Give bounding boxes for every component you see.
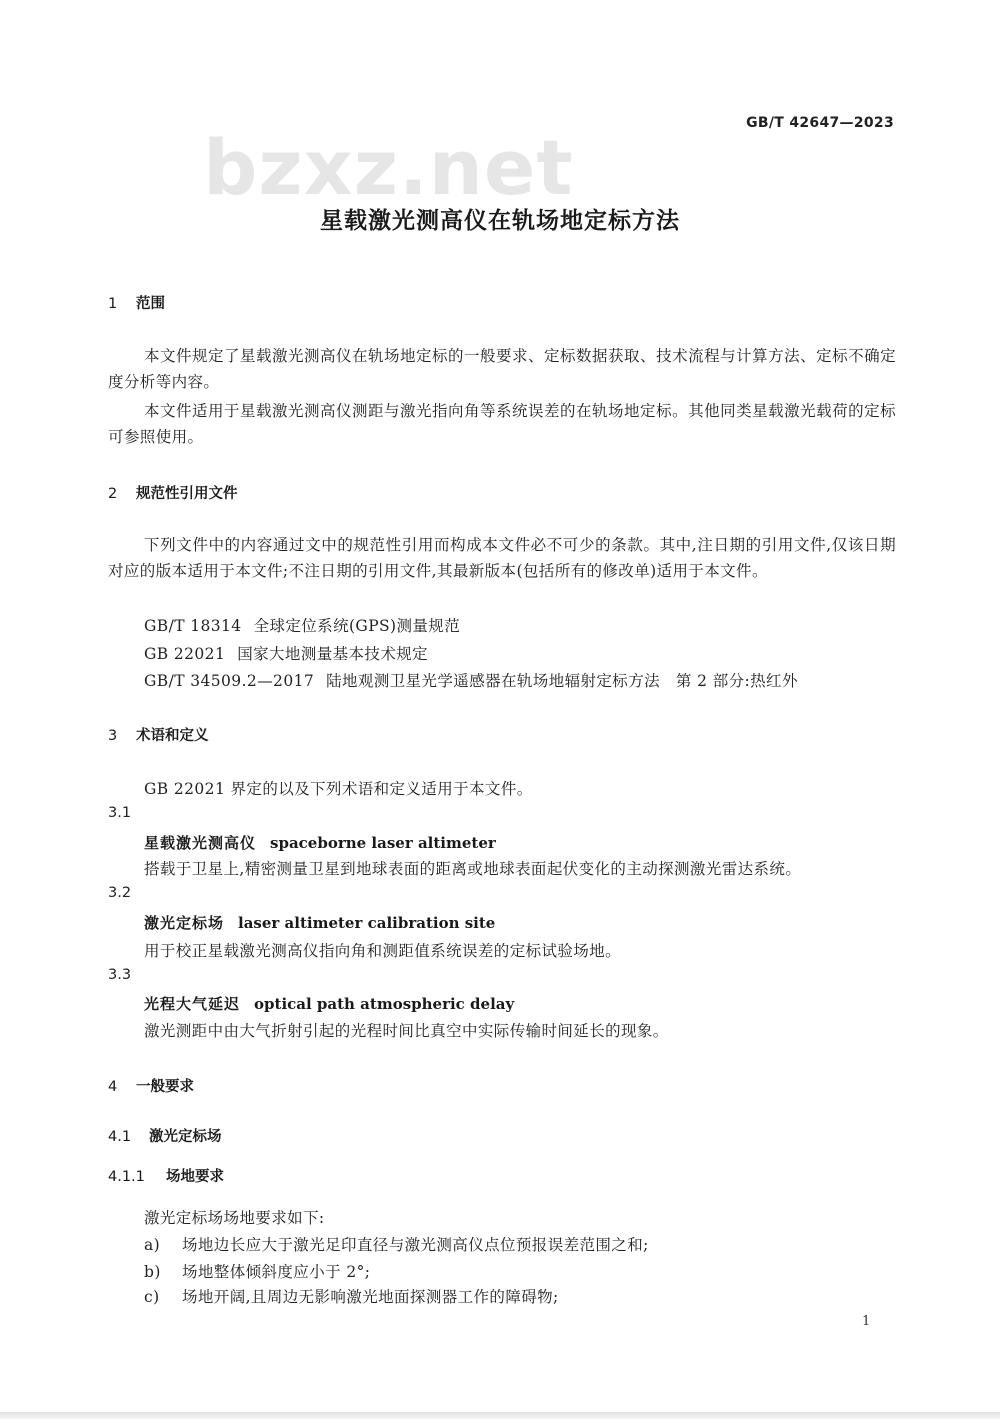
section-title: 一般要求: [136, 1079, 194, 1095]
reference-code: GB/T 18314: [144, 617, 242, 635]
list-item: [144, 1233, 649, 1255]
list-marker: b): [144, 1263, 161, 1281]
document-title: 星载激光测高仪在轨场地定标方法: [320, 208, 680, 234]
section-number: 4.1.1: [108, 1169, 145, 1185]
term-en: optical path atmospheric delay: [254, 995, 515, 1013]
list-text: 场地整体倾斜度应小于 2°;: [182, 1263, 371, 1281]
term-number: 3.2: [108, 885, 132, 901]
section-number: 2: [108, 486, 118, 502]
term-definition: 搭载于卫星上,精密测量卫星到地球表面的距离或地球表面起伏变化的主动探测激光雷达系统。: [144, 860, 802, 878]
section-title: 规范性引用文件: [136, 486, 238, 502]
section-4-1-heading: [108, 1125, 222, 1146]
reference-title: 陆地观测卫星光学遥感器在轨场地辐射定标方法 第 2 部分:热红外: [326, 672, 798, 690]
standard-code: GB/T 42647—2023: [746, 115, 894, 131]
term-number: 3.1: [108, 805, 132, 821]
term-definition: 激光测距中由大气折射引起的光程时间比真空中实际传输时间延长的现象。: [144, 1022, 669, 1040]
term-zh: 光程大气延迟: [144, 995, 241, 1013]
paragraph: GB 22021 界定的以及下列术语和定义适用于本文件。: [144, 780, 533, 798]
section-title: 场地要求: [166, 1169, 224, 1185]
section-number: 3: [108, 728, 118, 744]
reference-item: [144, 642, 428, 664]
section-1-heading: [108, 292, 165, 313]
reference-code: GB/T 34509.2—2017: [144, 672, 315, 690]
paragraph: 本文件规定了星载激光测高仪在轨场地定标的一般要求、定标数据获取、技术流程与计算方法、定标不确定度分析等内容。: [108, 347, 896, 391]
reference-title: 国家大地测量基本技术规定: [237, 645, 429, 663]
section-3-heading: [108, 724, 209, 745]
section-4-heading: [108, 1075, 194, 1096]
page-edge: [0, 1412, 1000, 1419]
term-en: laser altimeter calibration site: [238, 914, 496, 932]
list-marker: c): [144, 1288, 160, 1306]
term-name: [144, 832, 496, 853]
section-number: 4: [108, 1079, 118, 1095]
section-4-1-1-heading: [108, 1165, 224, 1186]
list-item: [144, 1285, 559, 1307]
list-item: [144, 1260, 370, 1282]
term-name: [144, 912, 495, 933]
watermark: bzxz.net: [203, 123, 574, 212]
list-text: 场地边长应大于激光足印直径与激光测高仪点位预报误差范围之和;: [182, 1236, 649, 1254]
list-marker: a): [144, 1236, 161, 1254]
paragraph: 本文件适用于星载激光测高仪测距与激光指向角等系统误差的在轨场地定标。其他同类星载激光载荷的定标可参照使用。: [108, 402, 896, 446]
reference-code: GB 22021: [144, 645, 226, 663]
paragraph: 激光定标场场地要求如下:: [144, 1209, 325, 1227]
term-en: spaceborne laser altimeter: [270, 834, 496, 852]
paragraph: 下列文件中的内容通过文中的规范性引用而构成本文件必不可少的条款。其中,注日期的引用文件,仅该日期对应的版本适用于本文件;不注日期的引用文件,其最新版本(包括所有的修改单)适用于本文件。: [108, 536, 896, 580]
section-title: 激光定标场: [149, 1129, 222, 1145]
term-zh: 星载激光测高仪: [144, 834, 257, 852]
reference-item: [144, 614, 460, 636]
section-number: 4.1: [108, 1129, 132, 1145]
term-zh: 激光定标场: [144, 914, 225, 932]
section-2-heading: [108, 482, 238, 503]
section-title: 范围: [136, 296, 165, 312]
page-number: 1: [862, 1314, 871, 1329]
reference-title: 全球定位系统(GPS)测量规范: [253, 617, 461, 635]
reference-item: [144, 669, 798, 691]
term-name: [144, 993, 514, 1014]
term-number: 3.3: [108, 967, 132, 983]
term-definition: 用于校正星载激光测高仪指向角和测距值系统误差的定标试验场地。: [144, 942, 622, 960]
section-number: 1: [108, 296, 118, 312]
section-title: 术语和定义: [136, 728, 209, 744]
list-text: 场地开阔,且周边无影响激光地面探测器工作的障碍物;: [182, 1288, 559, 1306]
